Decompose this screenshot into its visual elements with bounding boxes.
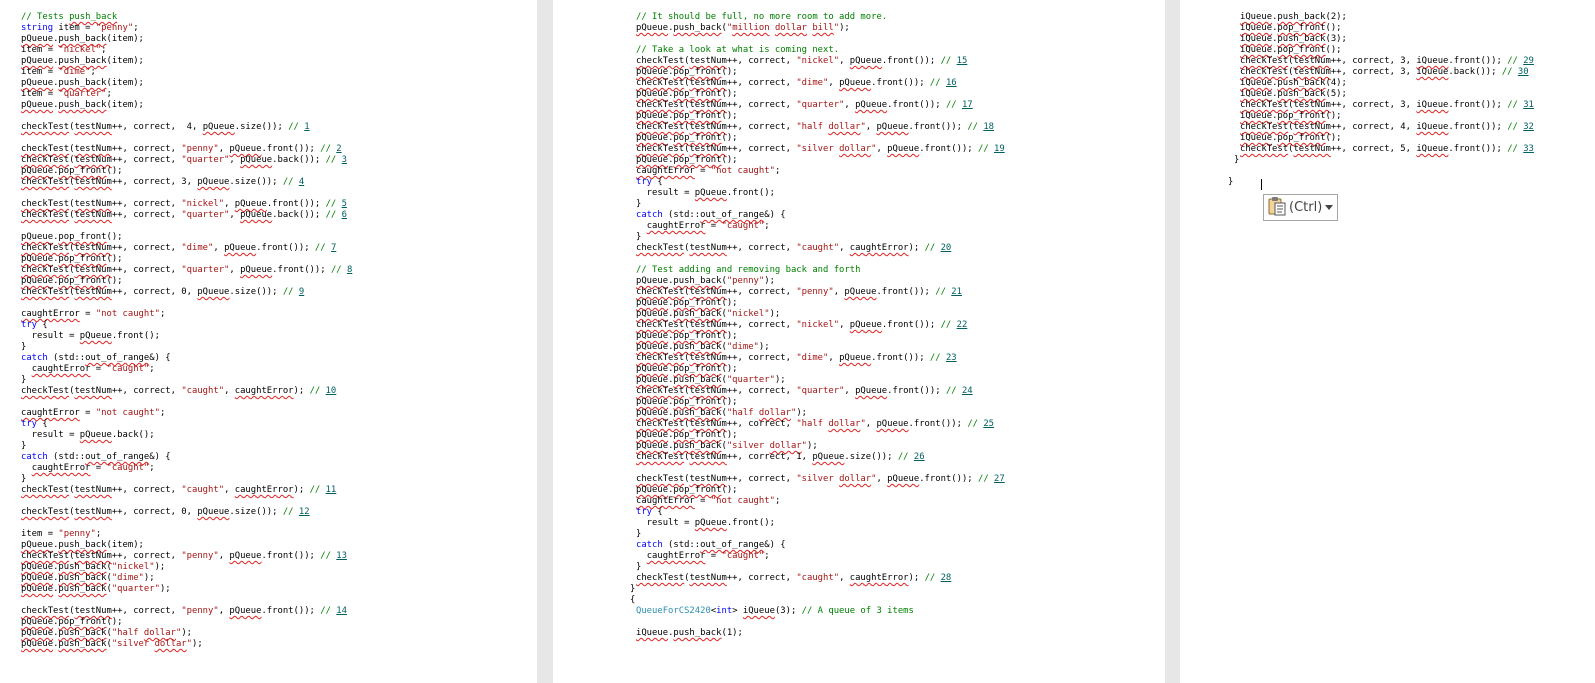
code-line: caughtError = "not caught";: [21, 309, 166, 319]
code-line: checkTest(testNum++, correct, "penny", pQueue.front()); // 14: [21, 606, 347, 616]
code-line: pQueue.pop_front();: [636, 331, 738, 341]
code-line: // Tests push_back: [21, 12, 118, 22]
code-line: checkTest(testNum++, correct, "quarter", pQueue.front()); // 8: [21, 265, 353, 275]
code-text-page-2[interactable]: [630, 12, 1005, 639]
code-line: checkTest(testNum++, correct, "quarter", pQueue.front()); // 17: [636, 100, 973, 110]
text-cursor: [1261, 179, 1262, 190]
code-line: caughtError = "caught";: [646, 551, 770, 561]
clipboard-icon: [1268, 196, 1286, 220]
code-line: pQueue.pop_front();: [636, 485, 738, 495]
code-line: checkTest(testNum++, correct, 0, pQueue.size()); // 12: [21, 507, 310, 517]
code-line: pQueue.push_back(item);: [21, 100, 144, 110]
code-line: string item = "penny";: [21, 23, 139, 33]
code-line: iQueue.push_back(1);: [636, 628, 743, 638]
code-line: iQueue.pop_front();: [1240, 111, 1342, 121]
code-text-page-1[interactable]: [21, 12, 352, 650]
code-line: result = pQueue.back();: [21, 430, 155, 440]
code-line: pQueue.push_back(item);: [21, 78, 144, 88]
code-line: [1240, 166, 1534, 177]
code-line: pQueue.push_back("half dollar");: [636, 408, 807, 418]
document-page-3[interactable]: [1180, 0, 1595, 683]
code-line: checkTest(testNum++, correct, 1, pQueue.size()); // 26: [636, 452, 925, 462]
code-line: pQueue.push_back(item);: [21, 56, 144, 66]
code-line: checkTest(testNum++, correct, "silver dollar", pQueue.front()); // 19: [636, 144, 1005, 154]
code-line: }: [21, 342, 27, 352]
code-line: pQueue.pop_front();: [636, 397, 738, 407]
code-line: }: [1234, 155, 1240, 165]
code-line: // Test adding and removing back and forth: [636, 265, 861, 275]
code-line: pQueue.pop_front();: [636, 67, 738, 77]
code-line: }: [630, 584, 636, 594]
code-line: caughtError = "not caught";: [636, 496, 781, 506]
code-line: checkTest(testNum++, correct, "dime", pQueue.front()); // 23: [636, 353, 957, 363]
code-line: pQueue.push_back("dime");: [21, 573, 155, 583]
code-line: pQueue.pop_front();: [636, 89, 738, 99]
code-line: catch (std::out_of_range&) {: [21, 452, 171, 462]
code-line: checkTest(testNum++, correct, "penny", pQueue.front()); // 21: [636, 287, 962, 297]
code-line: caughtError = "not caught";: [21, 408, 166, 418]
code-line: pQueue.pop_front();: [636, 364, 738, 374]
code-line: checkTest(testNum++, correct, "quarter", pQueue.back()); // 3: [21, 155, 347, 165]
code-line: }: [21, 474, 27, 484]
code-line: iQueue.push_back(2);: [1240, 12, 1347, 22]
code-line: iQueue.push_back(3);: [1240, 34, 1347, 44]
code-line: iQueue.pop_front();: [1240, 133, 1342, 143]
code-line: }: [636, 529, 642, 539]
code-line: checkTest(testNum++, correct, "nickel", pQueue.front()); // 22: [636, 320, 968, 330]
code-line: checkTest(testNum++, correct, "penny", pQueue.front()); // 2: [21, 144, 342, 154]
code-line: pQueue.pop_front();: [21, 166, 123, 176]
code-line: checkTest(testNum++, correct, "caught", caughtError); // 11: [21, 485, 337, 495]
code-line: item = "penny";: [21, 529, 102, 539]
code-line: pQueue.push_back("penny");: [636, 276, 775, 286]
code-line: iQueue.push_back(4);: [1240, 78, 1347, 88]
code-line: pQueue.pop_front();: [21, 232, 123, 242]
code-line: }: [21, 375, 27, 385]
code-line: [21, 221, 352, 232]
document-page-1[interactable]: [0, 0, 537, 683]
code-line: // It should be full, no more room to add more.: [636, 12, 888, 22]
code-line: caughtError = "caught";: [646, 221, 770, 231]
code-line: caughtError = "not caught";: [636, 166, 781, 176]
code-line: [636, 617, 1005, 628]
code-line: }: [636, 562, 642, 572]
code-line: result = pQueue.front();: [21, 331, 160, 341]
code-line: checkTest(testNum++, correct, "caught", caughtError); // 20: [636, 243, 952, 253]
code-line: checkTest(testNum++, correct, "caught", caughtError); // 10: [21, 386, 337, 396]
code-line: checkTest(testNum++, correct, 5, iQueue.front()); // 33: [1240, 144, 1534, 154]
code-line: pQueue.pop_front();: [21, 254, 123, 264]
code-line: checkTest(testNum++, correct, "nickel", pQueue.front()); // 15: [636, 56, 968, 66]
code-line: checkTest(testNum++, correct, "quarter", pQueue.front()); // 24: [636, 386, 973, 396]
code-line: checkTest(testNum++, correct, "silver dollar", pQueue.front()); // 27: [636, 474, 1005, 484]
code-line: iQueue.pop_front();: [1240, 23, 1342, 33]
code-line: iQueue.push_back(5);: [1240, 89, 1347, 99]
code-line: caughtError = "caught";: [31, 463, 155, 473]
code-line: [21, 188, 352, 199]
code-line: checkTest(testNum++, correct, 3, iQueue.front()); // 31: [1240, 100, 1534, 110]
code-line: result = pQueue.front();: [636, 188, 775, 198]
code-line: checkTest(testNum++, correct, 3, iQueue.back()); // 30: [1240, 67, 1529, 77]
paste-options-button[interactable]: [1263, 194, 1338, 221]
code-line: pQueue.push_back("silver dollar");: [21, 639, 203, 649]
code-line: result = pQueue.front();: [636, 518, 775, 528]
code-line: [636, 254, 1005, 265]
code-line: }: [636, 232, 642, 242]
code-line: checkTest(testNum++, correct, "quarter", pQueue.back()); // 6: [21, 210, 347, 220]
code-line: checkTest(testNum++, correct, "half dollar", pQueue.front()); // 18: [636, 122, 995, 132]
code-line: pQueue.pop_front();: [636, 155, 738, 165]
code-line: pQueue.push_back("silver dollar");: [636, 441, 818, 451]
code-line: pQueue.pop_front();: [636, 298, 738, 308]
code-line: try {: [636, 177, 663, 187]
code-line: pQueue.pop_front();: [21, 617, 123, 627]
code-line: checkTest(testNum++, correct, "caught", caughtError); // 28: [636, 573, 952, 583]
code-line: item = "dime";: [21, 67, 96, 77]
code-line: pQueue.push_back("nickel");: [21, 562, 166, 572]
code-line: }: [1228, 177, 1234, 187]
code-line: catch (std::out_of_range&) {: [636, 210, 786, 220]
code-line: try {: [21, 419, 48, 429]
code-line: pQueue.push_back("dime");: [636, 342, 770, 352]
code-line: pQueue.pop_front();: [21, 276, 123, 286]
code-line: pQueue.pop_front();: [636, 111, 738, 121]
code-line: checkTest(testNum++, correct, "dime", pQueue.front()); // 7: [21, 243, 337, 253]
code-line: [21, 518, 352, 529]
code-line: try {: [636, 507, 663, 517]
code-line: // Take a look at what is coming next.: [636, 45, 840, 55]
code-line: pQueue.pop_front();: [636, 133, 738, 143]
code-line: [21, 133, 352, 144]
code-line: {: [630, 595, 636, 605]
chevron-down-icon: [1325, 200, 1333, 215]
code-line: checkTest(testNum++, correct, 3, iQueue.front()); // 29: [1240, 56, 1534, 66]
code-line: [636, 463, 1005, 474]
code-text-page-3[interactable]: [1228, 12, 1534, 188]
code-line: }: [21, 441, 27, 451]
code-line: pQueue.push_back("nickel");: [636, 309, 781, 319]
document-page-2[interactable]: [553, 0, 1165, 683]
code-line: checkTest(testNum++, correct, 3, pQueue.size()); // 4: [21, 177, 305, 187]
code-line: [21, 595, 352, 606]
code-line: item = "quarter";: [21, 89, 112, 99]
code-line: [21, 496, 352, 507]
code-line: checkTest(testNum++, correct, 4, iQueue.front()); // 32: [1240, 122, 1534, 132]
paste-options-label: (Ctrl): [1289, 200, 1323, 215]
code-line: checkTest(testNum++, correct, 0, pQueue.size()); // 9: [21, 287, 305, 297]
code-line: [21, 397, 352, 408]
code-line: item = "nickel";: [21, 45, 107, 55]
code-line: catch (std::out_of_range&) {: [21, 353, 171, 363]
code-line: pQueue.push_back("million dollar bill");: [636, 23, 850, 33]
code-line: checkTest(testNum++, correct, "nickel", pQueue.front()); // 5: [21, 199, 347, 209]
code-line: caughtError = "caught";: [31, 364, 155, 374]
code-line: try {: [21, 320, 48, 330]
code-line: pQueue.push_back(item);: [21, 34, 144, 44]
code-line: pQueue.push_back("quarter");: [21, 584, 171, 594]
code-line: [21, 111, 352, 122]
code-line: pQueue.pop_front();: [636, 430, 738, 440]
code-line: pQueue.push_back(item);: [21, 540, 144, 550]
code-line: iQueue.pop_front();: [1240, 45, 1342, 55]
code-line: [21, 298, 352, 309]
code-line: catch (std::out_of_range&) {: [636, 540, 786, 550]
code-line: checkTest(testNum++, correct, "dime", pQueue.front()); // 16: [636, 78, 957, 88]
code-line: pQueue.push_back("half dollar");: [21, 628, 192, 638]
code-line: checkTest(testNum++, correct, "penny", pQueue.front()); // 13: [21, 551, 347, 561]
code-line: checkTest(testNum++, correct, "half dollar", pQueue.front()); // 25: [636, 419, 995, 429]
code-line: QueueForCS2420<int> iQueue(3); // A queue of 3 items: [636, 606, 914, 616]
code-line: }: [636, 199, 642, 209]
code-line: checkTest(testNum++, correct, 4, pQueue.size()); // 1: [21, 122, 310, 132]
code-line: [636, 34, 1005, 45]
code-line: pQueue.push_back("quarter");: [636, 375, 786, 385]
